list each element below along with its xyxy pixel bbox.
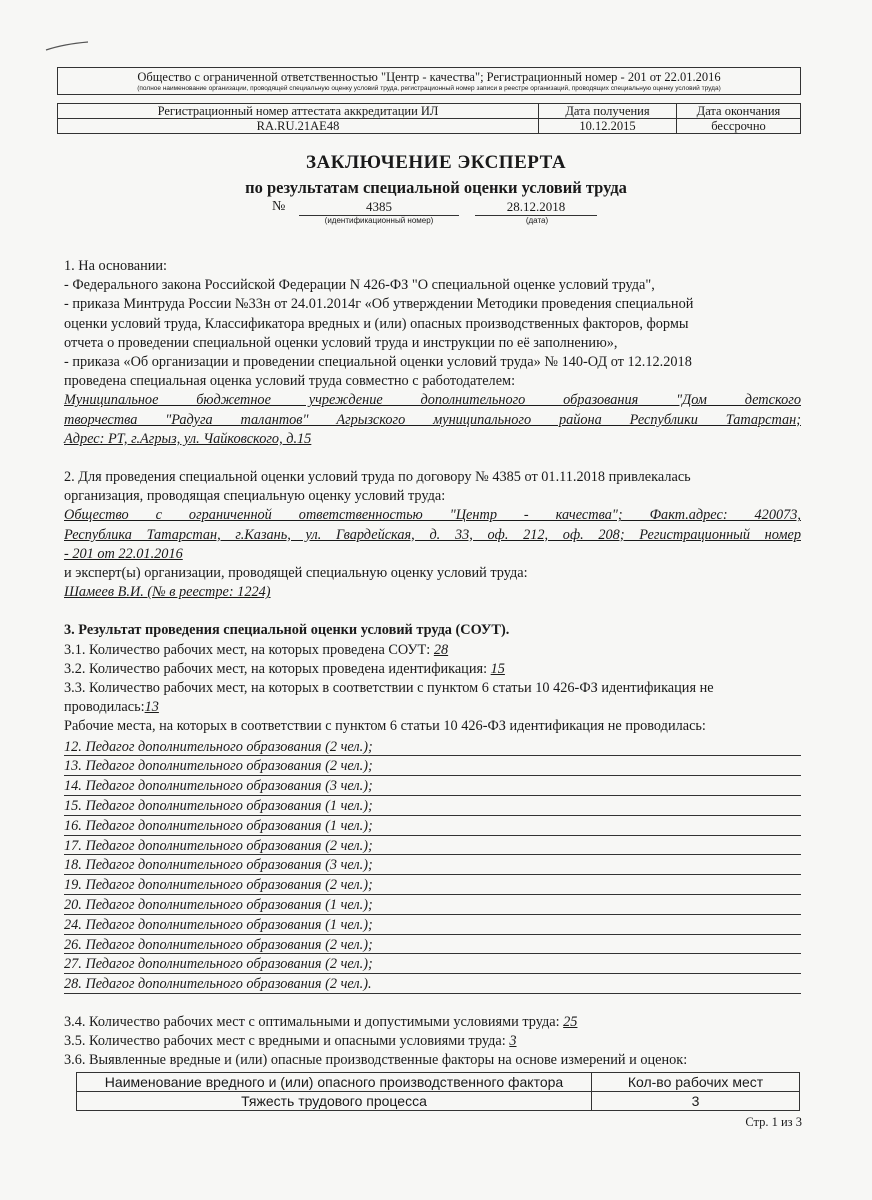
- basis-order-line3: отчета о проведении специальной оценки условий труда и инструкции по её заполнению»,: [64, 334, 618, 351]
- workplace-item: 16. Педагог дополнительного образования (1 чел.);: [64, 816, 801, 836]
- item-3-4: 3.4. Количество рабочих мест с оптимальными и допустимыми условиями труда: 25: [64, 1013, 801, 1032]
- employer-line1: Муниципальное бюджетное учреждение дополнительного образования "Дом детского: [64, 392, 801, 409]
- basis-order2: - приказа «Об организации и проведении специальной оценки условий труда» № 140-ОД от 12.12.2018: [64, 354, 692, 371]
- accreditation-number-header: Регистрационный номер аттестата аккредитации ИЛ: [58, 104, 539, 119]
- workplace-item: 13. Педагог дополнительного образования (2 чел.);: [64, 756, 801, 776]
- end-date-header: Дата окончания: [677, 104, 801, 119]
- accreditation-number: RA.RU.21AE48: [58, 119, 539, 134]
- page-number: Стр. 1 из 3: [745, 1115, 802, 1129]
- contractor-line2: Республика Татарстан, г.Казань, ул. Гвардейская, д. 33, оф. 212, оф. 208; Регистрационный номер: [64, 526, 801, 543]
- value-3-5: 3: [509, 1033, 517, 1050]
- date-caption: (дата): [525, 216, 549, 225]
- workplace-item: 26. Педагог дополнительного образования (2 чел.);: [64, 935, 801, 955]
- end-date: бессрочно: [677, 119, 801, 134]
- conducted-with: проведена специальная оценка условий труда совместно с работодателем:: [64, 373, 516, 390]
- section2-line1: 2. Для проведения специальной оценки условий труда по договору № 4385 от 01.11.2018 привлекалась: [64, 469, 691, 486]
- workplace-item: 28. Педагог дополнительного образования (2 чел.).: [64, 974, 801, 994]
- pen-mark: [44, 40, 90, 54]
- value-3-4: 25: [563, 1014, 578, 1031]
- organization-box: [57, 67, 801, 95]
- workplace-item: 14. Педагог дополнительного образования (3 чел.);: [64, 776, 801, 796]
- basis-order-line2: оценки условий труда, Классификатора вредных и (или) опасных производственных факторов, формы: [64, 315, 689, 332]
- value-3-2: 15: [490, 660, 505, 677]
- conclusion-date: 28.12.2018: [475, 199, 597, 216]
- organization-name: Общество с ограниченной ответственностью "Центр - качества"; Регистрационный номер - 201 от 22.01.2016: [137, 70, 721, 84]
- contractor-line3: - 201 от 22.01.2016: [64, 545, 183, 562]
- workplace-item: 24. Педагог дополнительного образования (1 чел.);: [64, 915, 801, 935]
- employer-line2: творчества "Радуга талантов" Агрызского муниципального района Республики Татарстан;: [64, 411, 801, 428]
- section2-line2: организация, проводящая специальную оценку условий труда:: [64, 488, 446, 505]
- workplace-item: 18. Педагог дополнительного образования (3 чел.);: [64, 855, 801, 875]
- document-subtitle: по результатам специальной оценки условий труда: [245, 178, 627, 197]
- workplace-item: 17. Педагог дополнительного образования (2 чел.);: [64, 836, 801, 856]
- workplace-item: 15. Педагог дополнительного образования (1 чел.);: [64, 796, 801, 816]
- item-3-3-line1: 3.3. Количество рабочих мест, на которых в соответствии с пунктом 6 статьи 10 426-ФЗ идентификация не: [64, 680, 714, 697]
- item-3-2: 3.2. Количество рабочих мест, на которых проведена идентификация: 15: [64, 660, 801, 679]
- section3-heading: 3. Результат проведения специальной оценки условий труда (СОУТ).: [64, 622, 510, 639]
- basis-law: - Федерального закона Российской Федерации N 426-ФЗ "О специальной оценке условий труда",: [64, 277, 655, 294]
- workplace-item: 20. Педагог дополнительного образования (1 чел.);: [64, 895, 801, 915]
- expert-label: и эксперт(ы) организации, проводящей специальную оценку условий труда:: [64, 565, 528, 582]
- basis-order-line1: - приказа Минтруда России №33н от 24.01.2014г «Об утверждении Методики проведения специальной: [64, 296, 694, 313]
- identification-number-caption: (идентификационный номер): [324, 216, 434, 225]
- item-3-6: 3.6. Выявленные вредные и (или) опасные производственные факторы на основе измерений и оценок:: [64, 1052, 688, 1069]
- workplaces-list-label: Рабочие места, на которых в соответствии с пунктом 6 статьи 10 426-ФЗ идентификация не проводилась:: [64, 718, 706, 735]
- factor-count: 3: [592, 1091, 800, 1110]
- value-3-1: 28: [433, 641, 449, 658]
- factor-name: Тяжесть трудового процесса: [77, 1091, 592, 1110]
- document-title: ЗАКЛЮЧЕНИЕ ЭКСПЕРТА: [305, 152, 567, 173]
- factor-name-header: Наименование вредного и (или) опасного производственного фактора: [77, 1072, 592, 1091]
- identification-number: 4385: [299, 199, 459, 216]
- document-body: [64, 257, 801, 1111]
- expert-name: Шамеев В.И. (№ в реестре: 1224): [64, 584, 271, 601]
- workplace-item: 27. Педагог дополнительного образования (2 чел.);: [64, 954, 801, 974]
- item-3-3-line2: проводилась:13: [64, 698, 801, 717]
- received-date-header: Дата получения: [539, 104, 677, 119]
- item-3-1: 3.1. Количество рабочих мест, на которых проведена СОУТ: 28: [64, 641, 801, 660]
- organization-note: (полное наименование организации, проводящей специальную оценку условий труда, регистрационный номер записи в реестре организаций, проводящих специальную оценку условий труда): [137, 85, 721, 92]
- workplace-item: 19. Педагог дополнительного образования (2 чел.);: [64, 875, 801, 895]
- number-sign: №: [272, 199, 286, 214]
- section1-heading: 1. На основании:: [64, 258, 168, 274]
- employer-address: Адрес: РТ, г.Агрыз, ул. Чайковского, д.15: [64, 430, 312, 447]
- accreditation-table: [57, 103, 801, 134]
- received-date: 10.12.2015: [539, 119, 677, 134]
- workplaces-list: [64, 737, 801, 994]
- item-3-5: 3.5. Количество рабочих мест с вредными и опасными условиями труда: 3: [64, 1032, 801, 1051]
- workplace-item: 12. Педагог дополнительного образования (2 чел.);: [64, 737, 801, 757]
- value-3-3: 13: [144, 699, 159, 716]
- factors-table: [76, 1072, 800, 1111]
- contractor-line1: Общество с ограниченной ответственностью "Центр - качества"; Факт.адрес: 420073,: [64, 507, 801, 524]
- factor-count-header: Кол-во рабочих мест: [592, 1072, 800, 1091]
